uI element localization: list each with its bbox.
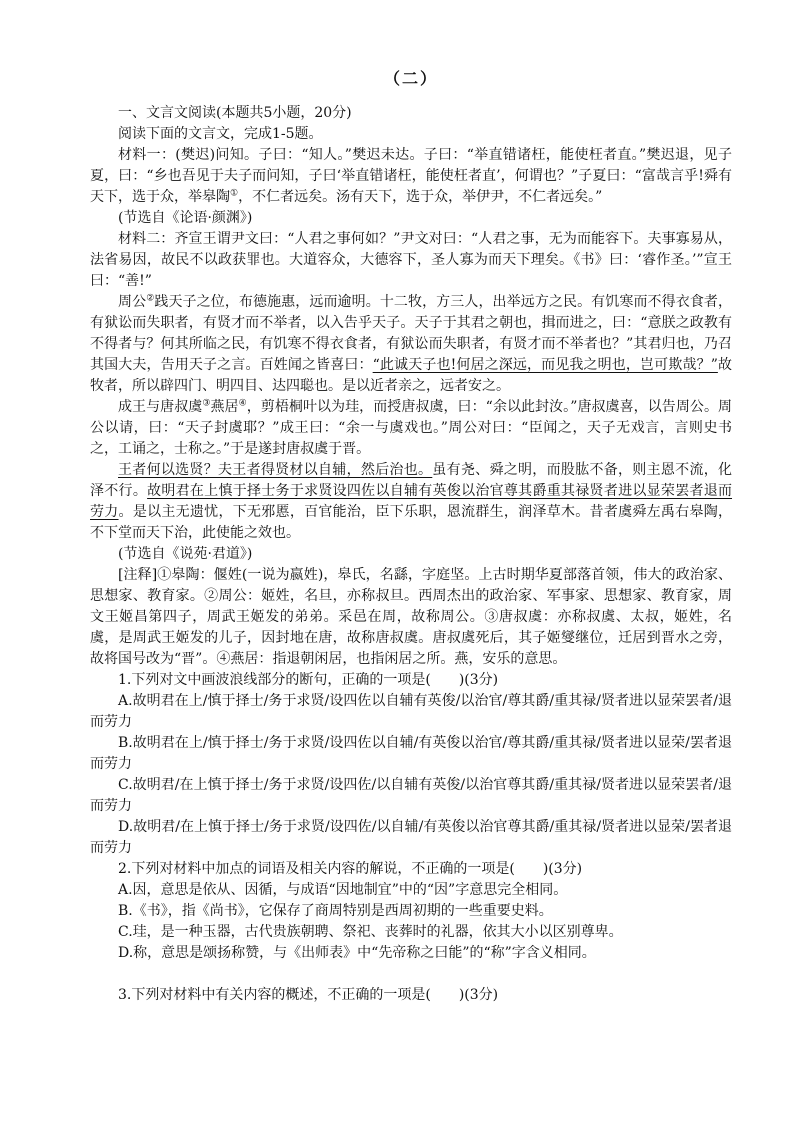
question-2-option-a: A.因，意思是依从、因循，与成语“因地制宜”中的“因”字意思完全相同。 — [118, 882, 568, 898]
p4-text-a: 虽有尧、舜之明，而股肱不备，则主恩不流，化泽不行。 — [90, 462, 733, 499]
p3-text-c: ，剪梧桐叶以为珪，而授唐叔虞，曰：“余以此封汝。”唐叔虞喜，以告周公。周公以请，曰：“天子封虞耶？”成王曰：“余一与虞戏也。”周公对曰：“臣闻之，天子无戏言，言则史书之，工诵之，士称之。”于是遂封唐叔虞于晋。 — [90, 399, 732, 457]
question-1-stem: 1.下列对文中画波浪线部分的断句，正确的一项是( )(3分) — [118, 672, 499, 688]
material-two-paragraph-2 — [90, 292, 732, 397]
material-one-source: (节选自《论语·颜渊》) — [118, 210, 253, 226]
material-two-source: (节选自《说苑·君道》) — [118, 546, 253, 562]
instruction: 阅读下面的文言文，完成1-5题。 — [118, 126, 323, 142]
p3-text-b: 燕居 — [210, 399, 239, 415]
page-title: （二） — [383, 69, 438, 88]
underlined-sentence: 王者何以选贤？夫王者得贤材以自辅，然后治也。 — [118, 462, 433, 478]
question-1-option-d: D.故明君/在上慎于择士/务于求贤/设四佐/以自辅/有英俊以治官尊其爵/重其禄/贤者进以显荣/罢者退而劳力 — [90, 819, 732, 856]
question-1-option-c: C.故明君/在上慎于择士/务于求贤/设四佐/以自辅有英俊/以治官尊其爵/重其禄/贤者进以显荣罢者/退而劳力 — [90, 777, 732, 814]
annotations: [注释]①皋陶：偃姓(一说为嬴姓)，皋氏，名繇，字庭坚。上古时期华夏部落首领，伟大的政治家、思想家、教育家。②周公：姬姓，名旦，亦称叔旦。西周杰出的政治家、军事家、思想家、教育家，周文王姬昌第四子，周武王姬发的弟弟。采邑在周，故称周公。③唐叔虞：亦称叔虞、太叔，姬姓，名虞，是周武王姬发的儿子，因封地在唐，故称唐叔虞。唐叔虞死后，其子姬燮继位，迁居到晋水之旁，故将国号改为“晋”。④燕居：指退朝闲居，也指闲居之所。燕，安乐的意思。 — [90, 567, 732, 667]
p2-text-b: 践天子之位，布德施惠，远而逾明。十二牧，方三人，出举远方之民。有饥寒而不得衣食者，有狱讼而失职者，有贤才而不举者，以入告乎天子。天子于其君之朝也，揖而进之，曰：“意朕之政教有不得者与？何其所临之民，有饥寒不得衣食者，有狱讼而失职者，有贤才而不举者也？”其君归也，乃召其国大夫，告用天子之言。百姓闻之皆喜曰： — [90, 294, 733, 373]
question-2-option-b: B.《书》，指《尚书》，它保存了商周特别是西周初期的一些重要史料。 — [118, 903, 553, 919]
section-heading: 一、文言文阅读(本题共5小题，20分) — [118, 105, 352, 121]
question-2-option-c: C.珪，是一种玉器，古代贵族朝聘、祭祀、丧葬时的礼器，依其大小以区别尊卑。 — [118, 924, 623, 940]
material-two-paragraph-3 — [90, 397, 732, 460]
p2-text-a: 周公 — [118, 294, 147, 310]
material-two-paragraph-4 — [90, 460, 732, 544]
note-marker-1: ① — [230, 188, 239, 199]
underlined-quote: “此诚天子也!何居之深远，而见我之明也，岂可欺哉？” — [372, 357, 718, 373]
material-two-paragraph-1: 材料二：齐宣王谓尹文曰：“人君之事何如？”尹文对曰：“人君之事，无为而能容下。夫事寡易从，法省易因，故民不以政获罪也。大道容众，大德容下，圣人寡为而天下理矣。《书》曰：‘睿作圣。’”宣王曰：“善!” — [90, 231, 732, 289]
document-page — [90, 66, 732, 1006]
note-marker-3: ③ — [202, 398, 211, 409]
question-1-option-a: A.故明君在上/慎于择士/务于求贤/设四佐以自辅有英俊/以治官/尊其爵/重其禄/贤者进以显荣罢者/退而劳力 — [90, 693, 732, 730]
question-1-option-b: B.故明君在上/慎于择士/务于求贤/设四佐以自辅/有英俊以治官/尊其爵/重其禄/贤者进以显荣/罢者退而劳力 — [90, 735, 732, 772]
p4-text-b: 。是以主无遗忧，下无邪慝，百官能治，臣下乐职，恩流群生，润泽草木。昔者虞舜左禹右皋陶，不下堂而天下治，此使能之效也。 — [90, 504, 732, 541]
p2-text-c: 故牧者，所以辟四门、明四目、达四聪也。是以近者亲之，远者安之。 — [90, 357, 733, 394]
material-one-text-a: 材料一：(樊迟)问知。子曰：“知人。”樊迟未达。子曰：“举直错诸枉，能使枉者直。”樊迟退，见子夏，曰：“乡也吾见于夫子而问知，子曰‘举直错诸枉，能使枉者直’，何谓也？”子夏曰：“富哉言乎!舜有天下，选于众，举皋陶 — [90, 147, 732, 205]
question-3-stem: 3.下列对材料中有关内容的概述，不正确的一项是( )(3分) — [118, 987, 499, 1003]
question-2-stem: 2.下列对材料中加点的词语及相关内容的解说，不正确的一项是( )(3分) — [118, 861, 583, 877]
question-2-option-d: D.称，意思是颂扬称赞，与《出师表》中“先帝称之曰能”的“称”字含义相同。 — [118, 945, 596, 961]
material-one-text-b: ，不仁者远矣。汤有天下，选于众，举伊尹，不仁者远矣。” — [238, 189, 603, 205]
note-marker-4: ④ — [238, 398, 247, 409]
p3-text-a: 成王与唐叔虞 — [118, 399, 203, 415]
note-marker-2: ② — [146, 293, 155, 304]
spacer — [90, 964, 732, 985]
wavy-underlined-passage: 故明君在上慎于择士务于求贤设四佐以自辅有英俊以治官尊其爵重其禄贤者进以显荣罢者退而劳力 — [90, 483, 733, 520]
material-one — [90, 145, 732, 208]
